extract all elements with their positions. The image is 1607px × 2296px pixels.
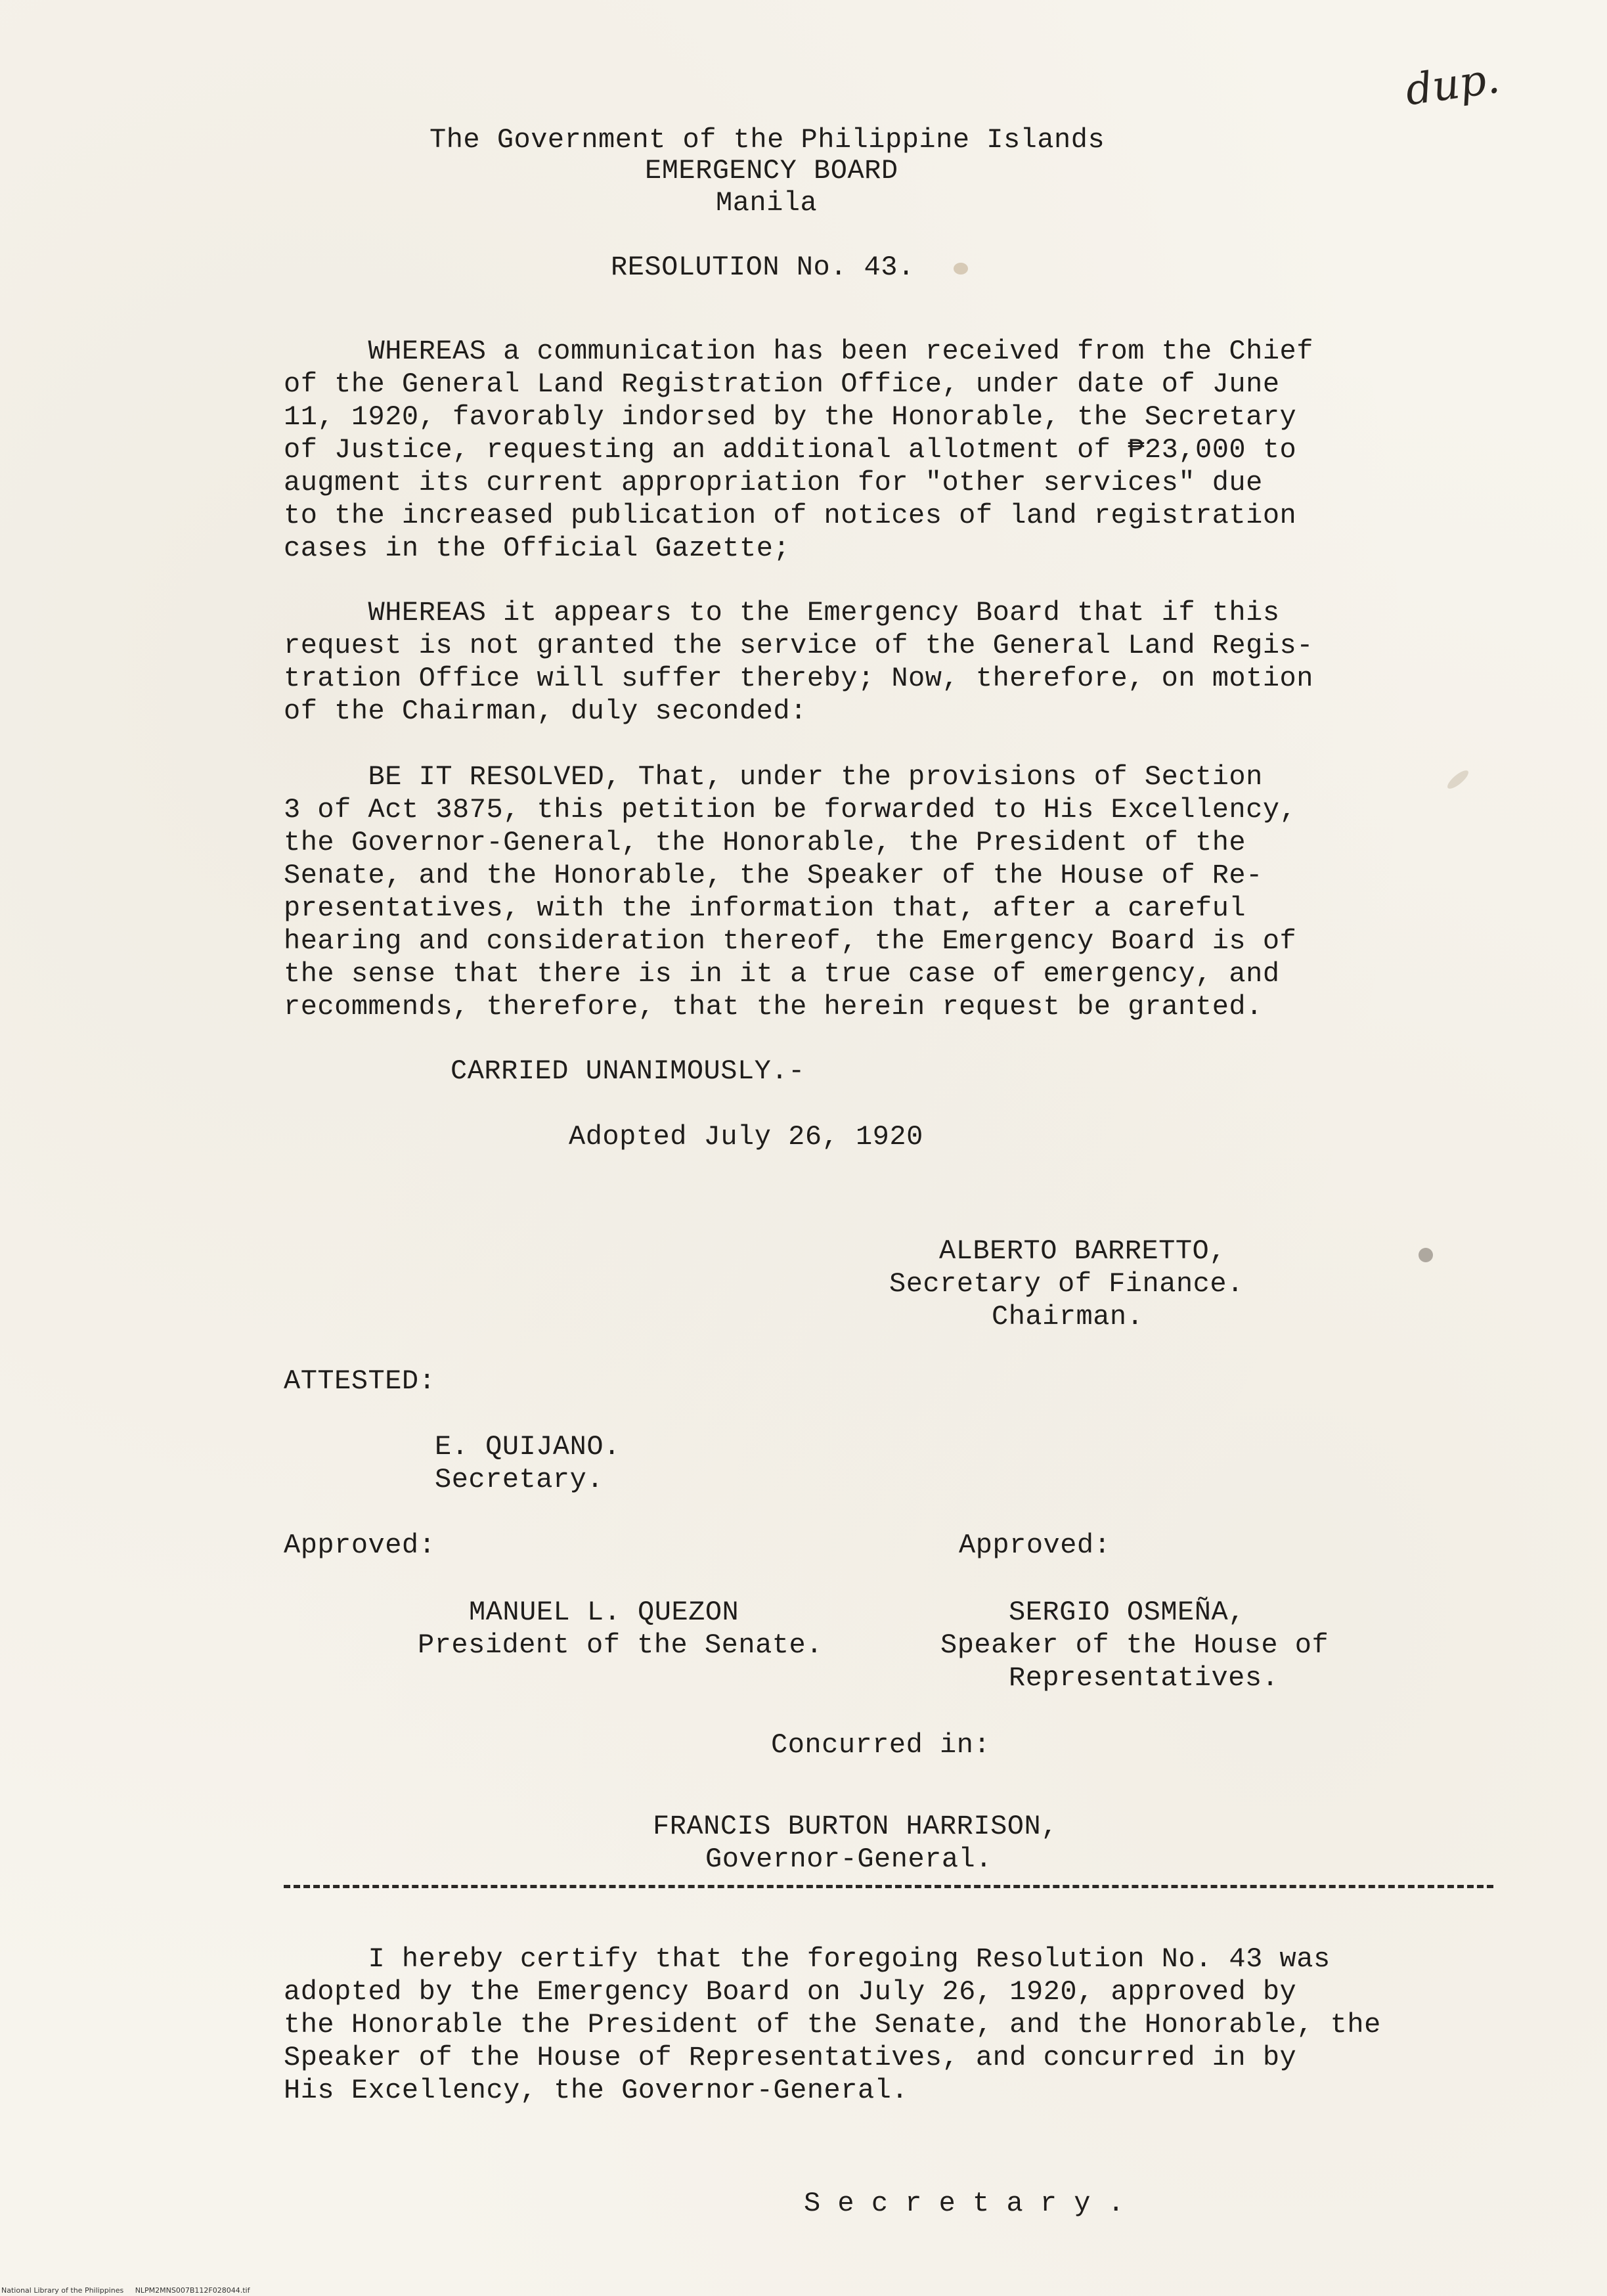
header-city: Manila	[716, 187, 818, 219]
osmena-name: SERGIO OSMEÑA,	[1009, 1597, 1245, 1628]
approved-right-label: Approved:	[959, 1530, 1111, 1561]
approved-left-label: Approved:	[284, 1530, 436, 1561]
handwritten-note: dup.	[1402, 54, 1503, 116]
chairman-title: Secretary of Finance.	[889, 1268, 1244, 1300]
paragraph-3-line: recommends, therefore, that the herein request be granted.	[284, 991, 1263, 1023]
osmena-title: Speaker of the House of	[940, 1629, 1329, 1661]
carried-unanimously: CARRIED UNANIMOUSLY.-	[451, 1055, 805, 1087]
paragraph-1-line: augment its current appropriation for "other services" due	[284, 467, 1263, 498]
quezon-name: MANUEL L. QUEZON	[469, 1597, 739, 1628]
chairman-name: ALBERTO BARRETTO,	[939, 1235, 1226, 1267]
paragraph-1-line: to the increased publication of notices of land registration	[284, 500, 1297, 531]
attested-label: ATTESTED:	[284, 1365, 436, 1397]
paragraph-2-line: request is not granted the service of the General Land Regis-	[284, 630, 1313, 661]
paper-stain	[954, 263, 968, 275]
certification-line: His Excellency, the Governor-General.	[284, 2075, 909, 2106]
certification-signature: S e c r e t a r y .	[804, 2188, 1125, 2219]
certification-line: the Honorable the President of the Senate, and the Honorable, the	[284, 2009, 1381, 2041]
dashed-divider	[284, 1885, 1493, 1888]
certification-line: I hereby certify that the foregoing Resolution No. 43 was	[284, 1943, 1331, 1975]
certification-line: adopted by the Emergency Board on July 26, 1920, approved by	[284, 1976, 1297, 2008]
paragraph-3-line: hearing and consideration thereof, the Emergency Board is of	[284, 925, 1297, 957]
paragraph-3-line: BE IT RESOLVED, That, under the provisions of Section	[284, 761, 1263, 793]
paper-stain	[1445, 768, 1471, 791]
secretary-name: E. QUIJANO.	[435, 1431, 621, 1463]
paragraph-1-line: cases in the Official Gazette;	[284, 533, 791, 564]
harrison-title: Governor-General.	[705, 1843, 992, 1875]
paragraph-1-line: 11, 1920, favorably indorsed by the Honorable, the Secretary	[284, 401, 1297, 433]
paragraph-2-line: of the Chairman, duly seconded:	[284, 695, 807, 727]
paragraph-3-line: Senate, and the Honorable, the Speaker of the House of Re-	[284, 860, 1263, 891]
archive-footer: National Library of the Philippines NLPM2MNS007B112F028044.tif	[1, 2286, 250, 2295]
paragraph-3-line: the Governor-General, the Honorable, the President of the	[284, 827, 1246, 858]
header-government: The Government of the Philippine Islands	[429, 124, 1105, 156]
resolution-title: RESOLUTION No. 43.	[611, 252, 915, 283]
concurred-label: Concurred in:	[771, 1729, 991, 1761]
secretary-title: Secretary.	[435, 1464, 604, 1495]
osmena-title-cont: Representatives.	[1009, 1662, 1279, 1694]
paper-stain	[1419, 1248, 1433, 1262]
quezon-title: President of the Senate.	[418, 1629, 823, 1661]
header-board: EMERGENCY BOARD	[645, 155, 898, 187]
chairman-role: Chairman.	[992, 1301, 1144, 1333]
paragraph-3-line: presentatives, with the information that, after a careful	[284, 893, 1246, 924]
paragraph-2-line: tration Office will suffer thereby; Now, therefore, on motion	[284, 663, 1313, 694]
paragraph-3-line: the sense that there is in it a true case of emergency, and	[284, 958, 1280, 990]
paragraph-1-line: of Justice, requesting an additional allotment of ₱23,000 to	[284, 434, 1297, 466]
certification-line: Speaker of the House of Representatives, and concurred in by	[284, 2042, 1297, 2073]
paragraph-1-line: WHEREAS a communication has been received from the Chief	[284, 336, 1313, 367]
adopted-date: Adopted July 26, 1920	[569, 1121, 923, 1153]
paragraph-1-line: of the General Land Registration Office, under date of June	[284, 368, 1280, 400]
paragraph-2-line: WHEREAS it appears to the Emergency Board that if this	[284, 597, 1280, 629]
harrison-name: FRANCIS BURTON HARRISON,	[653, 1811, 1058, 1842]
paragraph-3-line: 3 of Act 3875, this petition be forwarded to His Excellency,	[284, 794, 1297, 826]
